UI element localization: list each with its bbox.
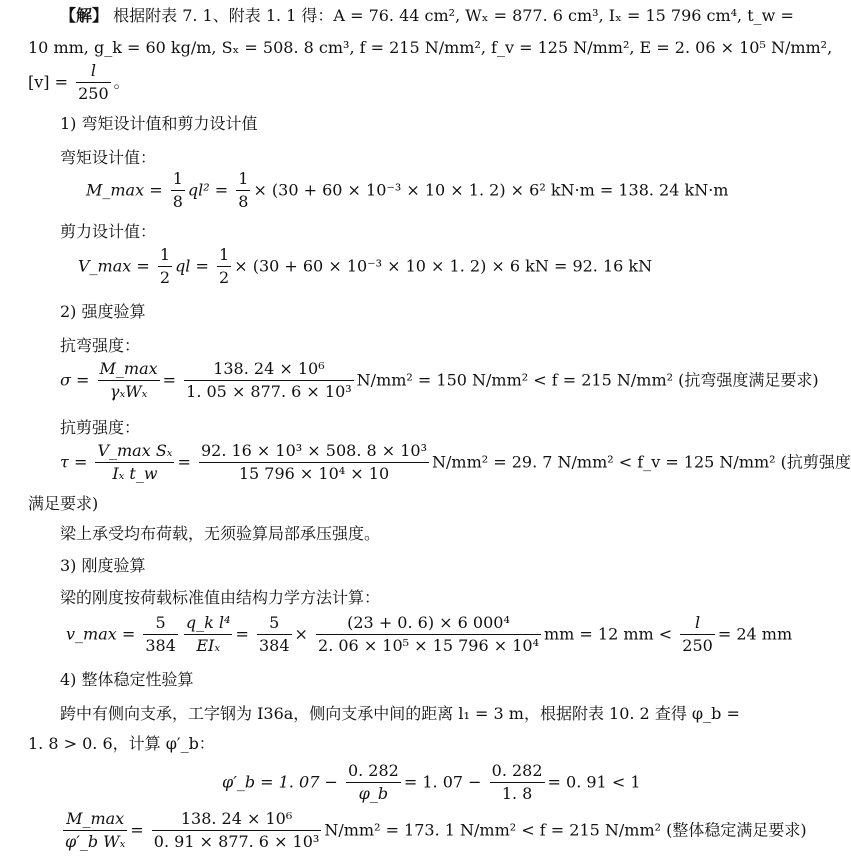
phi-rest: = 0. 91 < 1 [547,772,641,792]
deflection-fraction-2 [184,614,233,656]
deflection-fraction-4 [316,614,541,656]
shear-rest: × (30 + 60 × 10⁻³ × 10 × 1. 2) × 6 kN = 92. 16 kN [234,256,653,276]
fraction-numerator: M_max [98,360,160,381]
given-text-1: 根据附表 7. 1、附表 1. 1 得：A = 76. 44 cm², Wₓ = 877. 6 cm³, Iₓ = 15 796 cm⁴, t_w = [113,6,794,25]
deflection-fraction-5 [680,614,715,656]
fraction-numerator: 0. 282 [490,762,545,783]
fraction-denominator: 2 [159,268,171,288]
fraction-numerator: M_max [63,810,127,831]
fraction-denominator: 2. 06 × 10⁵ × 15 796 × 10⁴ [318,636,539,656]
shear-strength-fraction-2 [199,442,429,484]
phi-fraction-2 [490,762,545,804]
shear-ql: ql = [175,256,209,276]
fraction-numerator: 5 [143,614,178,635]
deflection-limit [28,62,130,104]
bending-rest: N/mm² = 150 N/mm² < f = 215 N/mm² (抗弯强度满足要求) [356,370,819,390]
shear-strength-lhs: τ = [60,452,88,472]
deflection-limit-fraction [76,62,111,104]
fraction-denominator: 384 [258,636,290,656]
bending-label: 抗弯强度： [60,336,141,355]
stability-line-2: 1. 8 > 0. 6，计算 φ′_b： [28,734,215,753]
fraction-denominator: 2 [219,268,230,288]
fraction-numerator: 1 [217,246,231,267]
fraction-denominator: EIₓ [196,636,221,656]
moment-rest: × (30 + 60 × 10⁻³ × 10 × 1. 2) × 6² kN·m = 138. 24 kN·m [253,180,729,200]
given-line-2: 10 mm, g_k = 60 kg/m, Sₓ = 508. 8 cm³, f = 215 N/mm², f_v = 125 N/mm², E = 2. 06 × 10⁵ N/mm², [28,38,833,57]
deflection-equation [66,614,792,656]
bending-lhs: σ = [60,370,90,390]
fraction-denominator: 250 [78,84,109,104]
section-4-title: 4) 整体稳定性验算 [60,670,194,689]
fraction-denominator: 384 [145,636,176,656]
fraction-denominator: 1. 05 × 877. 6 × 10³ [186,382,352,402]
bending-equals: = [162,370,177,390]
shear-fraction-2 [217,246,231,288]
deflection-equals: = [235,624,249,644]
deflection-limit-lhs: [v] = [28,72,69,92]
given-line-1 [60,8,794,24]
final-stability-equation [60,810,807,852]
fraction-numerator: (23 + 0. 6) × 6 000⁴ [316,614,541,635]
fraction-numerator: V_max Sₓ [95,442,174,463]
section-2-title: 2) 强度验算 [60,302,146,321]
fraction-numerator: 1 [171,170,185,191]
moment-fraction-1 [171,170,185,212]
fraction-denominator: φ_b [358,784,389,804]
moment-lhs: M_max = [86,180,163,200]
fraction-numerator: 1 [236,170,250,191]
deflection-limit-end: 。 [113,72,130,92]
fraction-numerator: 1 [158,246,172,267]
deflection-fraction-3 [257,614,292,656]
deflection-times: × [294,624,308,644]
section-1-title: 1) 弯矩设计值和剪力设计值 [60,114,258,133]
fraction-denominator: φ′_b Wₓ [65,832,126,852]
shear-fraction-1 [158,246,172,288]
shear-lhs: V_max = [78,256,150,276]
phi-equation [222,762,641,804]
stability-line-1: 跨中有侧向支承，工字钢为 I36a，侧向支承中间的距离 l₁ = 3 m，根据附表 10. 2 查得 φ_b = [60,704,740,723]
shear-strength-rest: N/mm² = 29. 7 N/mm² < f_v = 125 N/mm² (抗剪强度 [432,452,851,472]
shear-strength-fraction-1 [95,442,174,484]
phi-mid: = 1. 07 − [403,772,482,792]
moment-ql2: ql² = [187,180,229,200]
deflection-fraction-1 [143,614,178,656]
shear-strength-label: 抗剪强度： [60,418,141,437]
final-equals: = [130,820,144,840]
fraction-numerator: 138. 24 × 10⁶ [184,360,354,381]
local-bearing-note: 梁上承受均布荷载，无须验算局部承压强度。 [60,524,381,543]
fraction-numerator: 92. 16 × 10³ × 508. 8 × 10³ [199,442,429,463]
shear-equation [78,246,652,288]
shear-strength-equation [60,442,851,484]
fraction-numerator: q_k l⁴ [184,614,233,635]
bending-fraction-2 [184,360,354,402]
section-3-title: 3) 刚度验算 [60,556,146,575]
moment-label: 弯矩设计值： [60,148,157,167]
fraction-denominator: 0. 91 × 877. 6 × 10³ [153,832,320,852]
shear-strength-continued: 满足要求) [28,494,99,513]
phi-lhs: φ′_b = 1. 07 − [222,772,338,792]
final-rest: N/mm² = 173. 1 N/mm² < f = 215 N/mm² (整体稳定满足要求) [324,820,807,840]
fraction-denominator: 8 [238,192,249,212]
stiffness-description: 梁的刚度按荷载标准值由结构力学方法计算： [60,588,381,607]
phi-fraction-1 [346,762,401,804]
fraction-numerator: l [76,62,111,83]
fraction-numerator: 138. 24 × 10⁶ [152,810,322,831]
fraction-numerator: 5 [257,614,292,635]
final-fraction-2 [152,810,322,852]
shear-strength-equals: = [177,452,191,472]
solution-label: 【解】 [60,6,109,25]
fraction-denominator: 250 [682,636,713,656]
fraction-denominator: 1. 8 [501,784,533,804]
deflection-lhs: v_max = [66,624,136,644]
fraction-numerator: 0. 282 [346,762,401,783]
fraction-denominator: Iₓ t_w [112,464,158,484]
moment-equation [86,170,728,212]
moment-fraction-2 [236,170,250,212]
bending-fraction-1 [98,360,160,402]
fraction-denominator: 15 796 × 10⁴ × 10 [238,464,390,484]
deflection-mid: mm = 12 mm < [544,624,673,644]
shear-label: 剪力设计值： [60,222,157,241]
fraction-denominator: γₓWₓ [109,382,148,402]
final-fraction-1 [63,810,127,852]
fraction-numerator: l [680,614,715,635]
deflection-rest: = 24 mm [717,624,793,644]
fraction-denominator: 8 [172,192,183,212]
bending-equation [60,360,819,402]
